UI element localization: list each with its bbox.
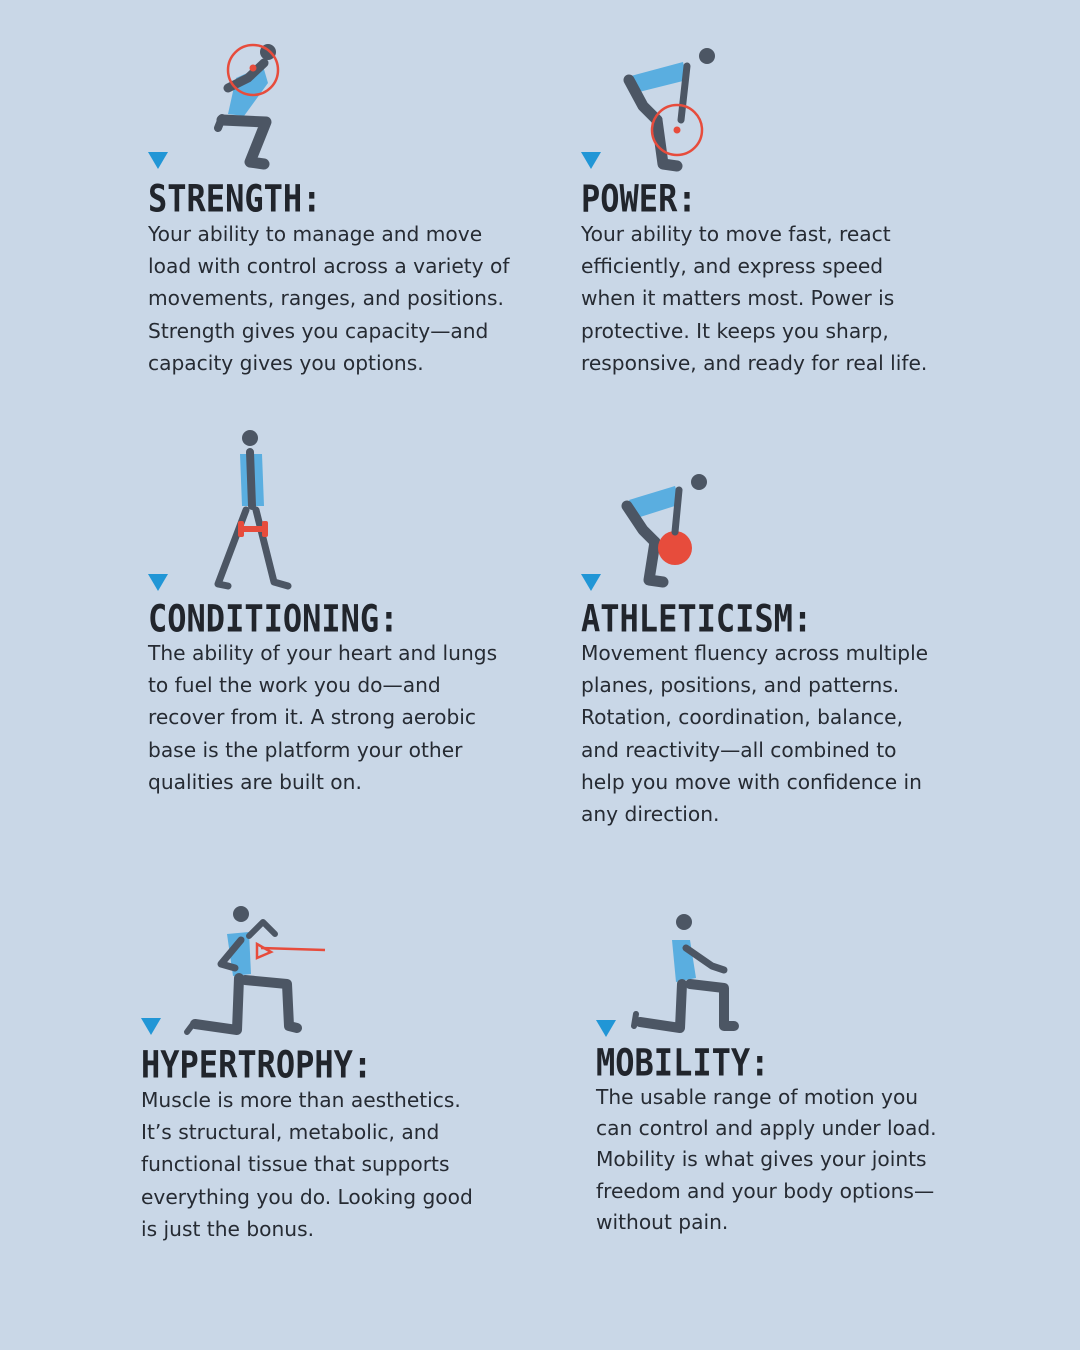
triangle-marker-icon xyxy=(581,152,601,169)
triangle-marker-icon xyxy=(581,574,601,591)
section-conditioning xyxy=(148,420,538,820)
section-title: POWER: xyxy=(581,176,697,221)
section-mobility xyxy=(596,880,986,1280)
squat-figure-icon xyxy=(208,38,288,173)
section-description: The ability of your heart and lungs to fuel the work you do—and recover from it. A strong aerobic base is the platform your other qualities are built on. xyxy=(148,641,498,794)
section-title: MOBILITY: xyxy=(596,1040,770,1085)
section-power xyxy=(581,0,971,390)
section-strength xyxy=(148,0,538,390)
kneeling-lunge-stretch-figure-icon xyxy=(628,908,748,1038)
section-hypertrophy xyxy=(141,880,531,1280)
triangle-marker-icon xyxy=(596,1020,616,1037)
triangle-marker-icon xyxy=(148,574,168,591)
kettlebell-swing-figure-icon xyxy=(621,40,721,175)
section-description: Movement fluency across multiple planes, positions, and patterns. Rotation, coordination, balance, and reactivity—all combined to help you move with confidence in any direction. xyxy=(581,641,929,827)
section-description: Your ability to manage and move load with control across a variety of movements, ranges, and positions. Strength gives you capacity—and capacity gives you options. xyxy=(148,222,510,375)
section-description: Muscle is more than aesthetics. It’s structural, metabolic, and functional tissue that supports everything you do. Looking good is just the bonus. xyxy=(141,1088,473,1241)
triangle-marker-icon xyxy=(141,1018,161,1035)
section-title: HYPERTROPHY: xyxy=(141,1042,373,1087)
section-title: CONDITIONING: xyxy=(148,596,399,641)
section-athleticism xyxy=(581,420,971,840)
section-title: ATHLETICISM: xyxy=(581,596,813,641)
dumbbell-walk-figure-icon xyxy=(208,426,298,596)
section-description: The usable range of motion you can control and apply under load. Mobility is what gives your joints freedom and your body options— without pain. xyxy=(596,1085,937,1234)
kneeling-band-pull-figure-icon xyxy=(179,900,339,1035)
medicine-ball-figure-icon xyxy=(619,470,719,595)
section-title: STRENGTH: xyxy=(148,176,322,221)
triangle-marker-icon xyxy=(148,152,168,169)
section-description: Your ability to move fast, react efficiently, and express speed when it matters most. Power is protective. It keeps you sharp, responsive, and ready for real life. xyxy=(581,222,928,375)
